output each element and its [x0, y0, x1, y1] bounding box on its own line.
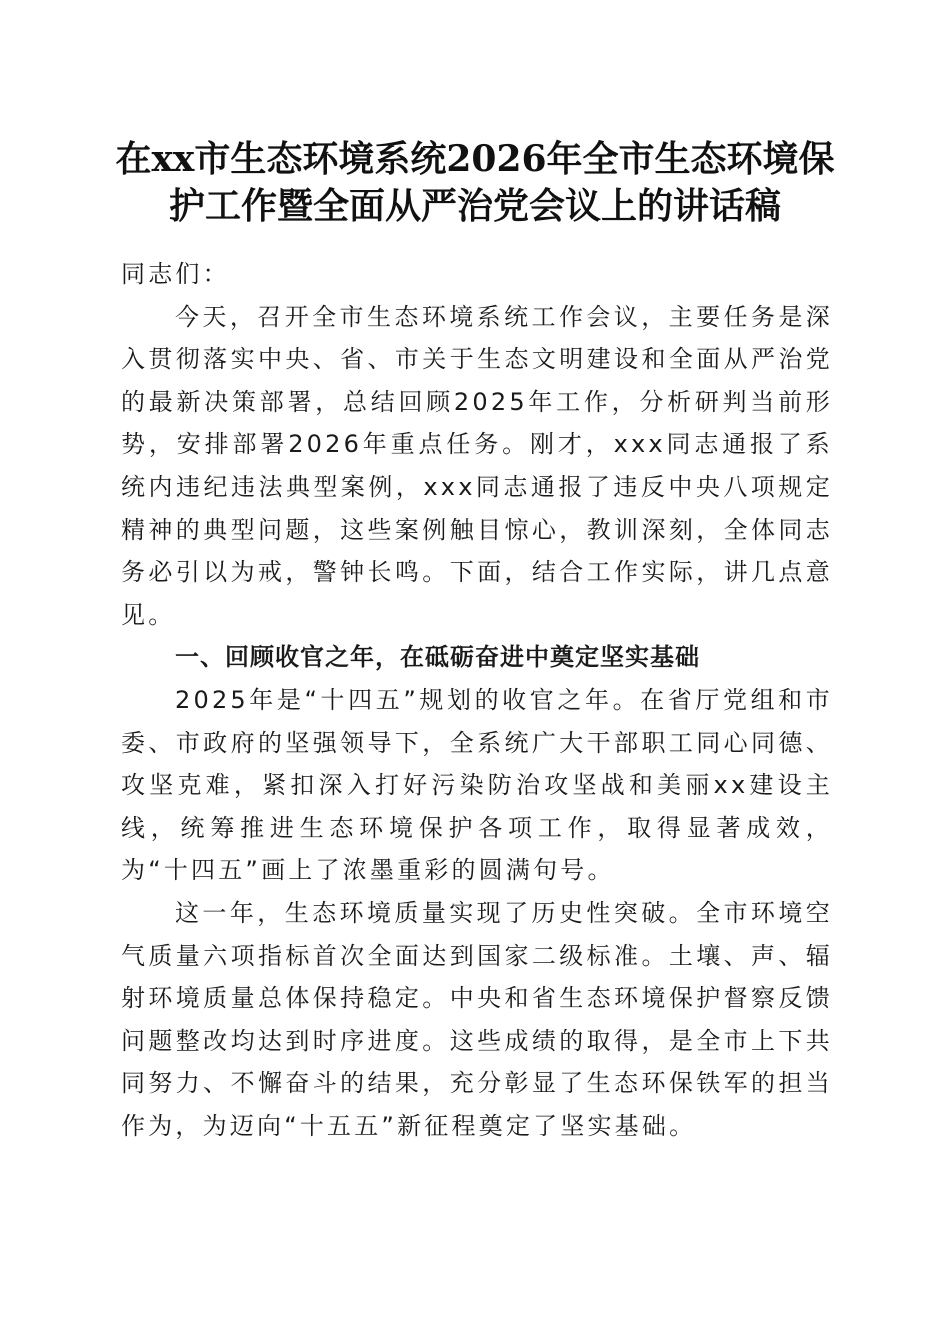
section-heading-1: 一、回顾收官之年，在砥砺奋进中奠定坚实基础 — [175, 643, 700, 672]
title-line-2: 护工作暨全面从严治党会议上的讲话稿 — [168, 185, 781, 227]
paragraph-intro: 今天，召开全市生态环境系统工作会议，主要任务是深入贯彻落实中央、省、市关于生态文明建设和全面从严治党的最新决策部署，总结回顾2025年工作，分析研判当前形势，安排部署2026年重点任务。刚才，xxx同志通报了系统内违纪违法典型案例，xxx同志通报了违反中央八项规定精神的典型问题，这些案例触目惊心，教训深刻，全体同志务必引以为戒，警钟长鸣。下面，结合工作实际，讲几点意见。 — [121, 302, 833, 629]
salutation: 同志们： — [121, 260, 230, 288]
paragraph-achievements: 这一年，生态环境质量实现了历史性突破。全市环境空气质量六项指标首次全面达到国家二级标准。土壤、声、辐射环境质量总体保持稳定。中央和省生态环境保护督察反馈问题整改均达到时序进度。这些成绩的取得，是全市上下共同努力、不懈奋斗的结果，充分彰显了生态环保铁军的担当作为，为迈向“十五五”新征程奠定了坚实基础。 — [121, 898, 833, 1140]
paragraph-review: 2025年是“十四五”规划的收官之年。在省厅党组和市委、市政府的坚强领导下，全系统广大干部职工同心同德、攻坚克难，紧扣深入打好污染防治攻坚战和美丽xx建设主线，统筹推进生态环境保护各项工作，取得显著成效，为“十四五”画上了浓墨重彩的圆满句号。 — [121, 685, 833, 885]
document-title — [100, 136, 850, 230]
document-body — [121, 253, 833, 1147]
title-line-1: 在xx市生态环境系统2026年全市生态环境保 — [115, 138, 835, 180]
